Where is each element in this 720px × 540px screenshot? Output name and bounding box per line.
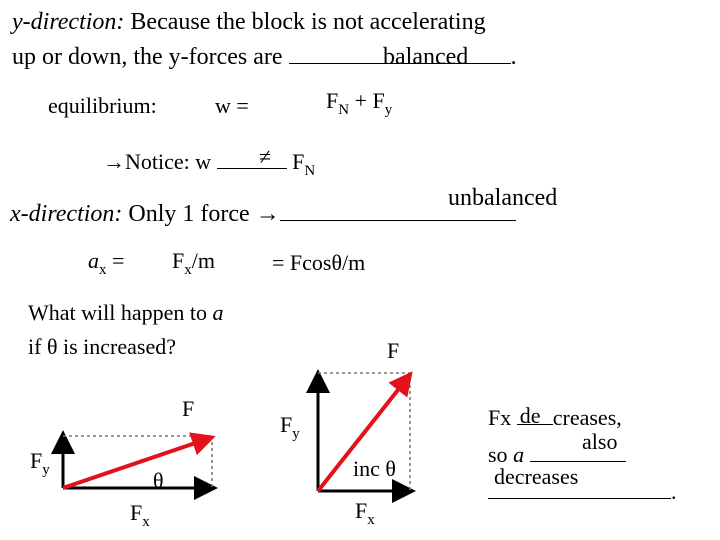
ax-eq: = xyxy=(112,248,125,273)
left-fx-label xyxy=(130,500,150,530)
question-text: What will happen to xyxy=(28,300,213,325)
conclusion-line3 xyxy=(488,478,677,503)
fcos-expression: = Fcosθ/m xyxy=(272,250,366,275)
conclusion-line2 xyxy=(488,441,626,466)
decreases-blank xyxy=(488,478,671,499)
left-fy-label xyxy=(30,448,50,478)
creases-text: creases, xyxy=(552,405,622,430)
right-fx-label xyxy=(355,498,375,528)
notice-fn-sub: N xyxy=(304,163,316,179)
left-fy-sub: y xyxy=(42,462,50,478)
ax-sub: x xyxy=(99,262,107,278)
right-fx-sub: x xyxy=(367,512,375,528)
left-fx-f: F xyxy=(130,500,143,525)
y-period: . xyxy=(510,44,517,70)
y-direction-label: y-direction: xyxy=(12,9,125,35)
right-arrow-icon: → xyxy=(255,201,280,227)
notice-fn: F xyxy=(292,149,305,174)
right-fy-sub: y xyxy=(292,426,300,442)
x-direction-text: Only 1 force xyxy=(128,201,250,227)
fn-letter: F xyxy=(326,88,339,113)
fy-subscript: y xyxy=(384,102,393,118)
conclusion-period: . xyxy=(671,479,677,504)
right-inc-theta-label: inc θ xyxy=(353,456,396,481)
left-f-label: F xyxy=(182,396,195,421)
right-fy-label xyxy=(280,412,300,442)
fx-sub: x xyxy=(184,262,192,278)
not-equal-sign: ≠ xyxy=(258,144,271,169)
left-force-diagram xyxy=(63,436,212,488)
plus-f: + F xyxy=(354,88,385,113)
right-fx-f: F xyxy=(355,498,368,523)
right-fy-f: F xyxy=(280,412,293,437)
notice-text: Notice: w xyxy=(125,149,212,174)
right-arrow-icon: → xyxy=(103,149,125,174)
question-line2: if θ is increased? xyxy=(28,334,176,359)
right-f-label: F xyxy=(387,338,400,363)
ax-a: a xyxy=(88,248,99,273)
y-forces-text: up or down, the y-forces are xyxy=(12,44,283,70)
conclusion-line1 xyxy=(488,404,622,429)
conclusion-fx: Fx xyxy=(488,405,512,430)
so-text: so xyxy=(488,442,514,467)
question-a: a xyxy=(212,300,224,325)
y-direction-text: Because the block is not accelerating xyxy=(130,9,486,35)
decreases-answer: decreases xyxy=(494,464,579,489)
balanced-answer: balanced xyxy=(383,44,469,70)
also-blank xyxy=(530,441,626,462)
left-fx-sub: x xyxy=(142,514,150,530)
fn-subscript: N xyxy=(338,102,350,118)
left-fy-f: F xyxy=(30,448,43,473)
so-a: a xyxy=(513,442,525,467)
left-theta-label: θ xyxy=(153,468,164,493)
x-direction-label: x-direction: xyxy=(10,201,123,227)
left-f-arrow xyxy=(63,438,210,488)
fx-f: F xyxy=(172,248,185,273)
de-answer: de xyxy=(519,403,541,428)
w-equals: w = xyxy=(215,93,249,118)
also-text: also xyxy=(582,429,618,454)
fx-m: /m xyxy=(191,248,215,273)
de-blank xyxy=(517,403,553,428)
equilibrium-label: equilibrium: xyxy=(48,93,157,118)
unbalanced-answer: unbalanced xyxy=(448,185,558,211)
